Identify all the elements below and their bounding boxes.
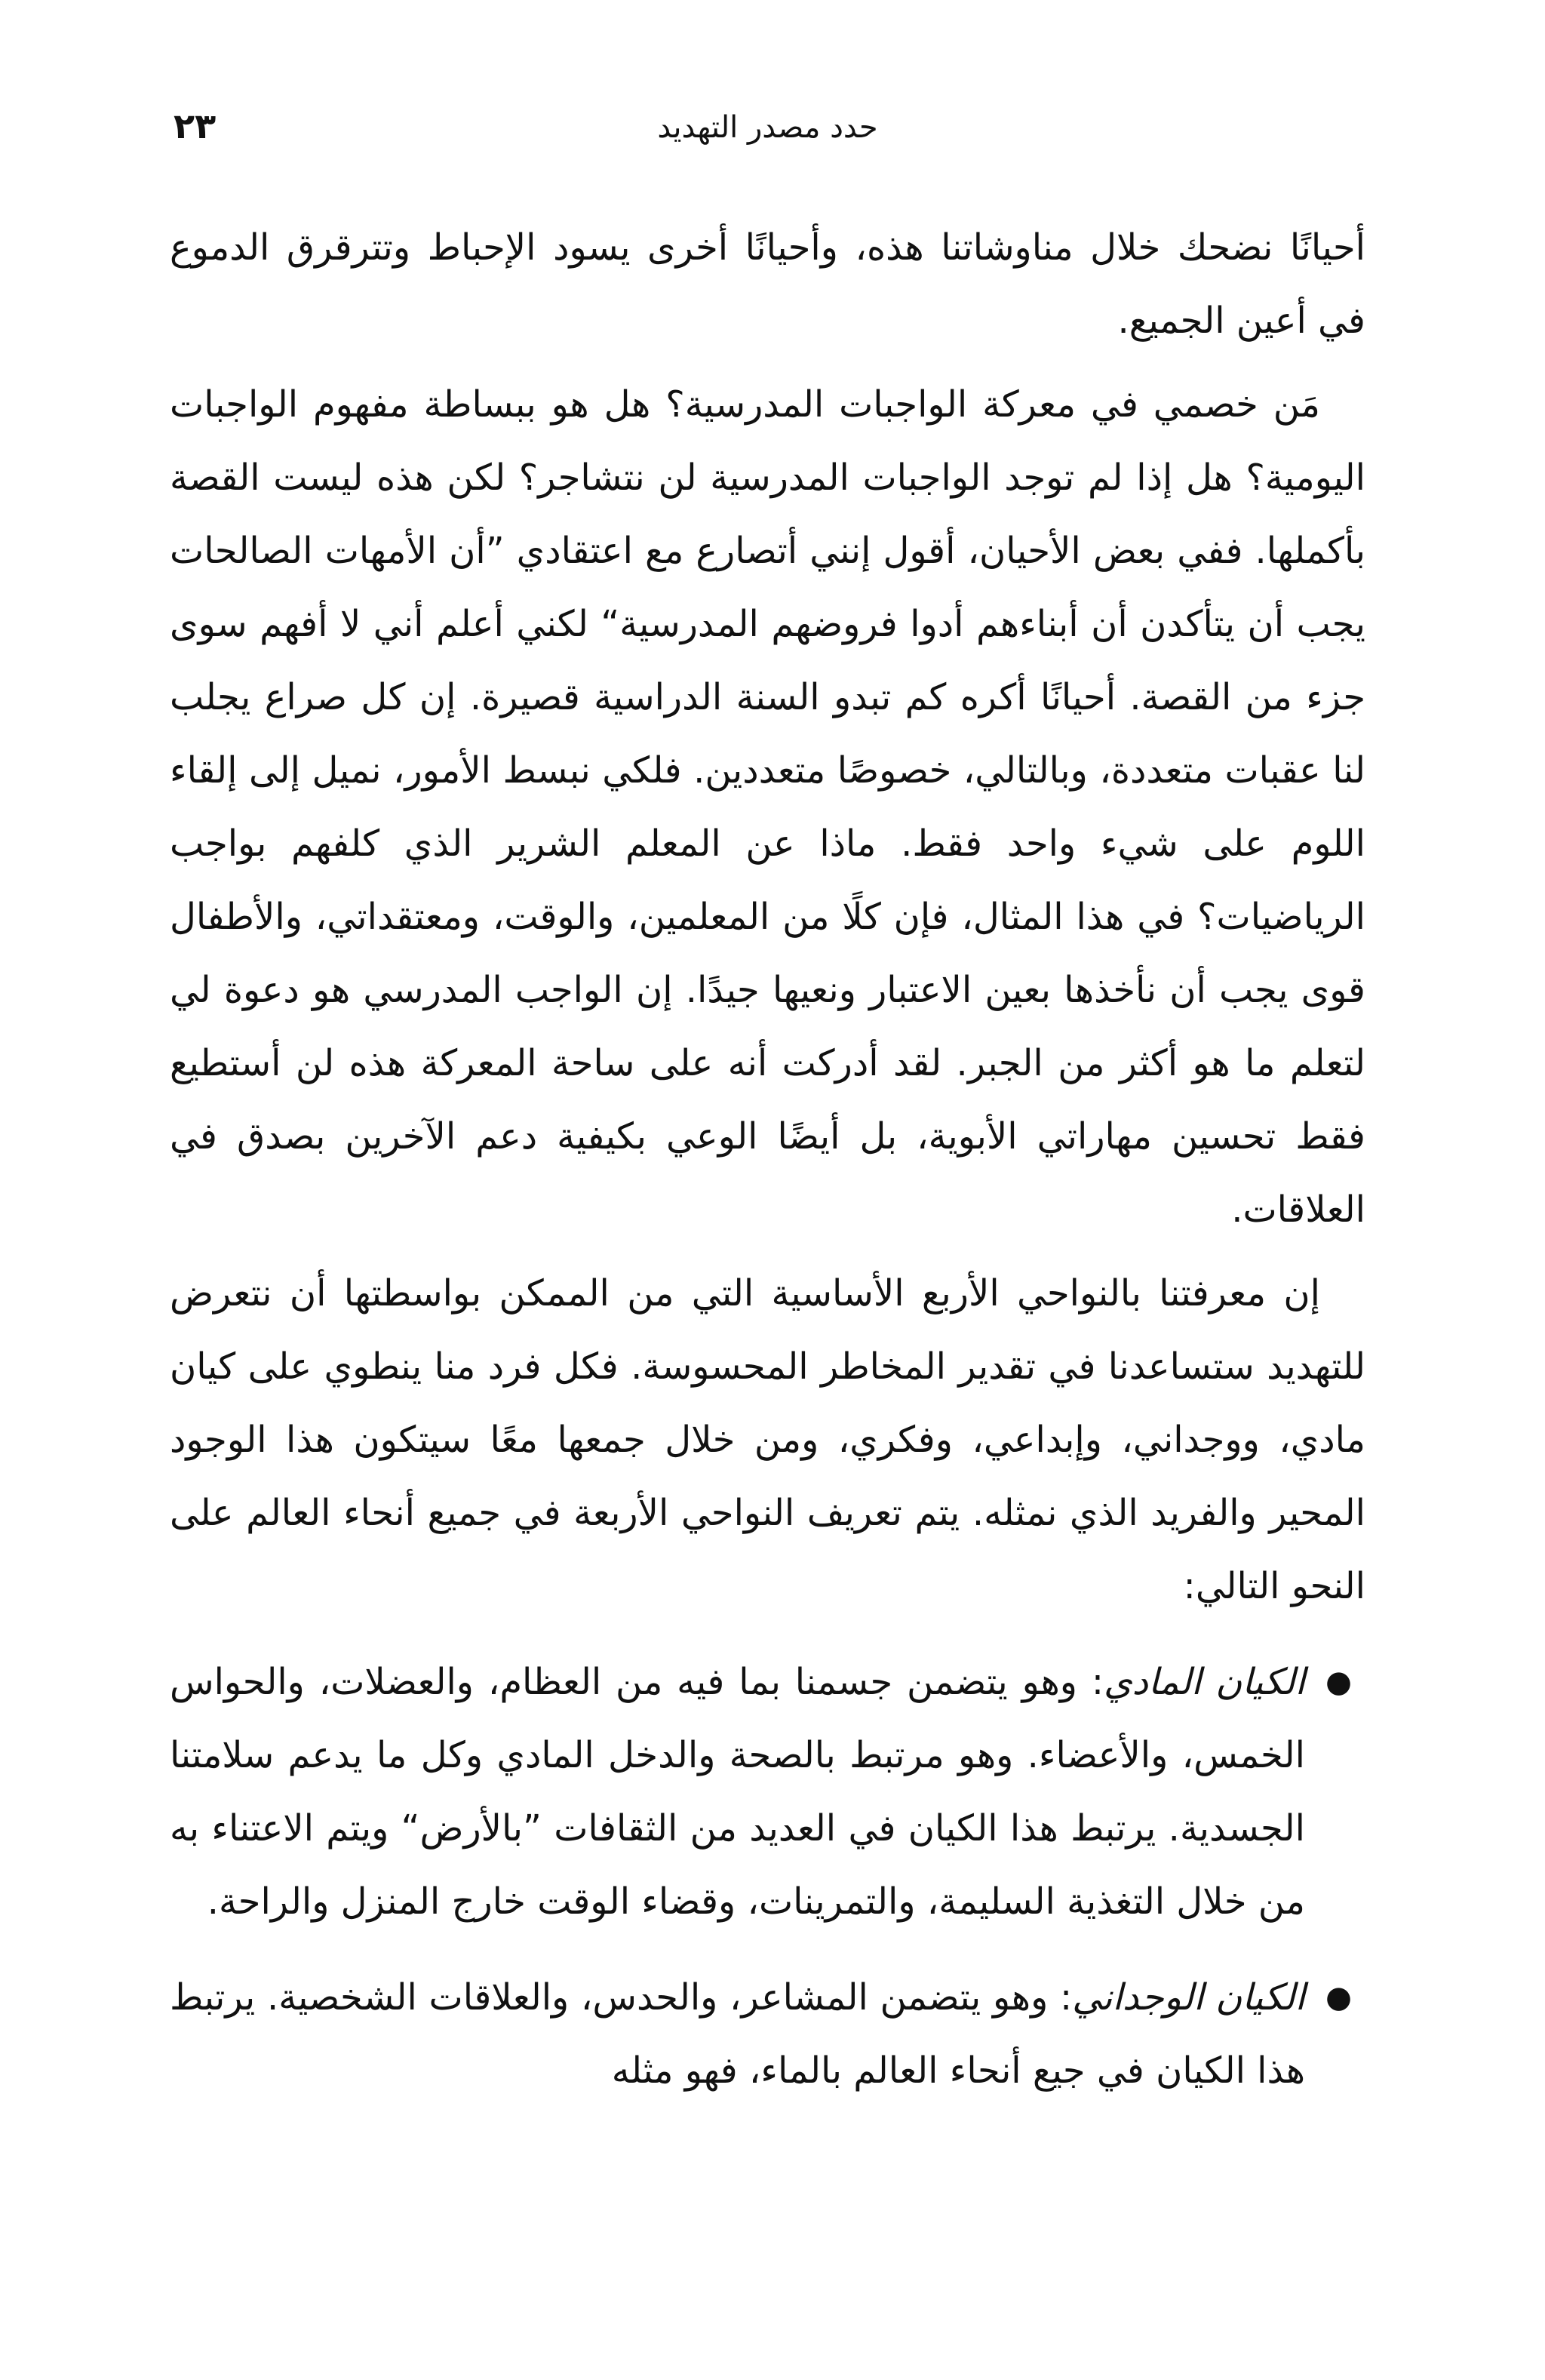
bullet-icon: ● xyxy=(1325,1980,1352,2015)
paragraph: إن معرفتنا بالنواحي الأربع الأساسية التي من الممكن بواسطتها أن نتعرض للتهديد ستساعدنا في تقدير المخاطر المحسوسة. فكل فرد منا ينطوي على كيان مادي، ووجداني، وإبداعي، وفكري، ومن خلال جمعها معًا سيتكون هذا الوجود المحير والفريد الذي نمثله. يتم تعريف النواحي الأربعة في جميع أنحاء العالم على النحو التالي: xyxy=(170,1272,1365,1607)
bullet-term: الكيان المادي xyxy=(1104,1661,1305,1703)
list-item xyxy=(170,1961,1352,2108)
bullet-text: : وهو يتضمن المشاعر، والحدس، والعلاقات الشخصية. يرتبط هذا الكيان في جيع أنحاء العالم بالماء، فهو مثله xyxy=(170,1976,1305,2092)
bullet-list xyxy=(170,1646,1365,2108)
page-header xyxy=(174,106,1362,166)
running-title: حدد مصدر التهديد xyxy=(657,110,878,145)
paragraph: أحيانًا نضحك خلال مناوشاتنا هذه، وأحيانًا أخرى يسود الإحباط وتترقرق الدموع في أعين الجميع. xyxy=(170,226,1365,342)
page-number: ٢٣ xyxy=(174,106,217,146)
bullet-term: الكيان الوجداني xyxy=(1072,1976,1305,2019)
list-item xyxy=(170,1646,1352,1939)
bullet-text: : وهو يتضمن جسمنا بما فيه من العظام، والعضلات، والحواس الخمس، والأعضاء. وهو مرتبط بالصحة والدخل المادي وكل ما يدعم سلامتنا الجسدية. يرتبط هذا الكيان في العديد من الثقافات ”بالأرض“ ويتم الاعتناء به من خلال التغذية السليمة، والتمرينات، وقضاء الوقت خارج المنزل والراحة. xyxy=(170,1661,1305,1923)
bullet-icon: ● xyxy=(1325,1665,1352,1699)
paragraph: مَن خصمي في معركة الواجبات المدرسية؟ هل هو ببساطة مفهوم الواجبات اليومية؟ هل إذا لم توجد الواجبات المدرسية لن نتشاجر؟ لكن هذه ليست القصة بأكملها. ففي بعض الأحيان، أقول إنني أتصارع مع اعتقادي ”أن الأمهات الصالحات يجب أن يتأكدن أن أبناءهم أدوا فروضهم المدرسية“ لكني أعلم أني لا أفهم سوى جزء من القصة. أحيانًا أكره كم تبدو السنة الدراسية قصيرة. إن كل صراع يجلب لنا عقبات متعددة، وبالتالي، خصوصًا متعددين. فلكي نبسط الأمور، نميل إلى إلقاء اللوم على شيء واحد فقط. ماذا عن المعلم الشرير الذي كلفهم بواجب الرياضيات؟ في هذا المثال، فإن كلًا من المعلمين، والوقت، ومعتقداتي، والأطفال قوى يجب أن نأخذها بعين الاعتبار ونعيها جيدًا. إن الواجب المدرسي هو دعوة لي لتعلم ما هو أكثر من الجبر. لقد أدركت أنه على ساحة المعركة هذه لن أستطيع فقط تحسين مهاراتي الأبوية، بل أيضًا الوعي بكيفية دعم الآخرين بصدق في العلاقات. xyxy=(170,383,1365,1231)
body-text xyxy=(170,211,1365,2130)
